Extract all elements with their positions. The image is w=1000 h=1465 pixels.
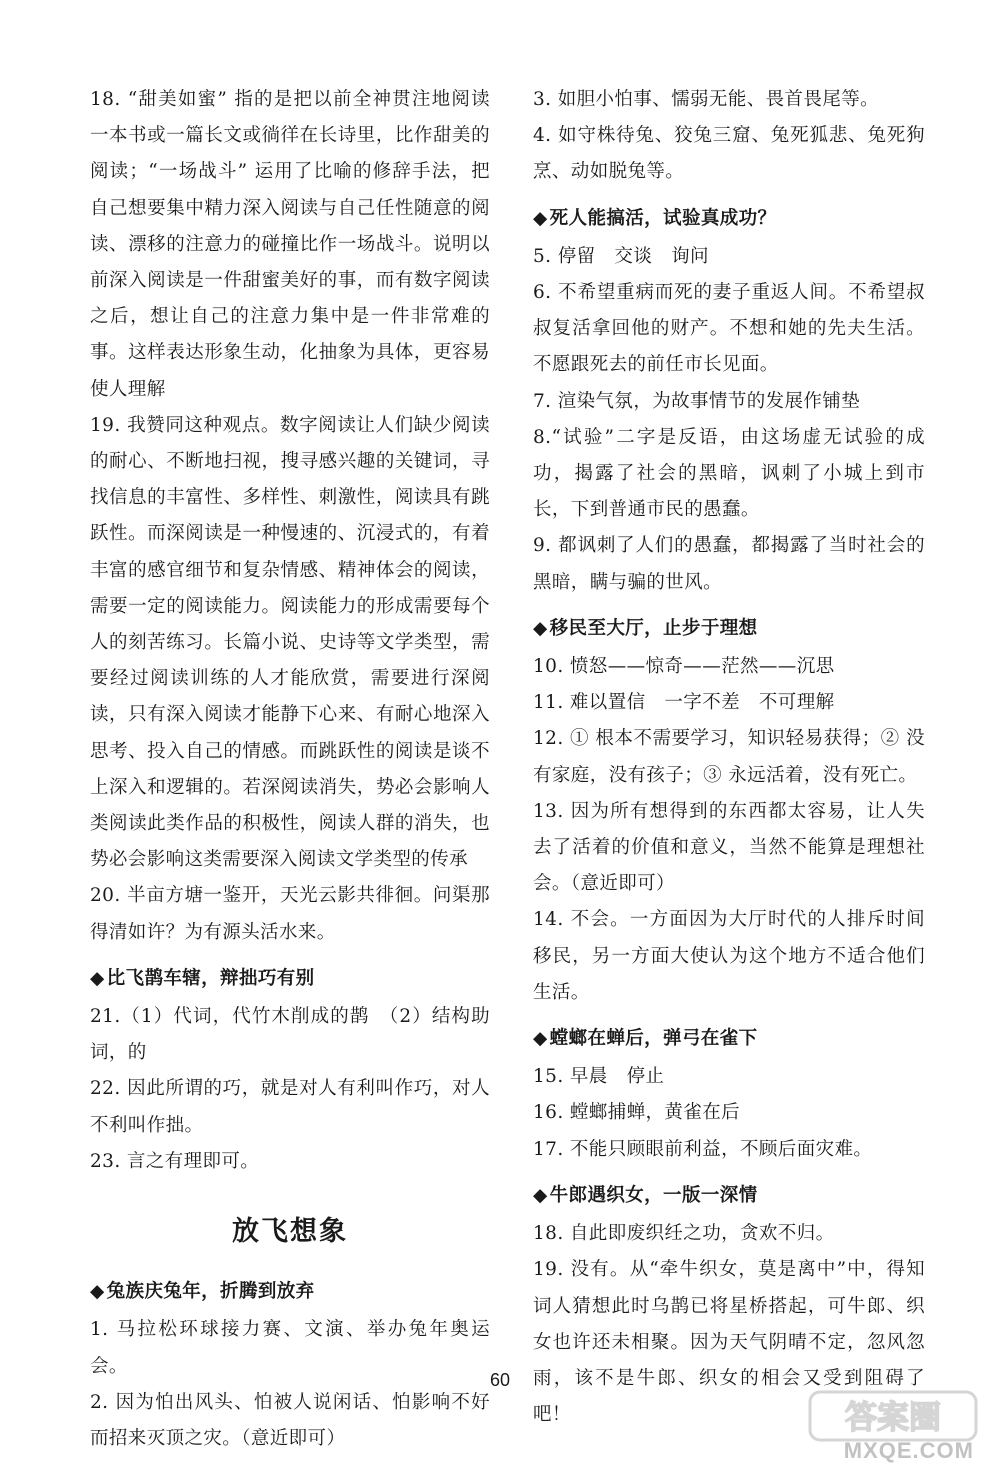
answer-item: 5. 停留 交谈 询问	[533, 245, 709, 267]
answer-item: 20. 半亩方塘一鉴开，天光云影共徘徊。问渠那得清如许？为有源头活水来。	[90, 885, 490, 943]
page-number: 60	[489, 1370, 511, 1390]
watermark-logo-icon	[808, 1390, 978, 1442]
answer-item: 10. 愤怒——惊奇——茫然——沉思	[533, 656, 835, 678]
left-column	[90, 82, 490, 1457]
chapter-title: 放飞想象	[232, 1216, 348, 1248]
answer-item: 22. 因此所谓的巧，就是对人有利叫作巧，对人不利叫作拙。	[90, 1078, 490, 1136]
answer-item: 8.“试验”二字是反语，由这场虚无试验的成功，揭露了社会的黑暗，讽刺了小城上到市长，下到普通市民的愚蠢。	[533, 426, 925, 521]
diamond-icon: ◆	[533, 1028, 548, 1050]
section-heading	[533, 1178, 925, 1214]
section-heading	[90, 961, 490, 997]
answer-item: 21.（1）代词，代竹木削成的鹊 （2）结构助词，的	[90, 1006, 490, 1064]
answer-item: 3. 如胆小怕事、懦弱无能、畏首畏尾等。	[533, 89, 880, 110]
section-title: 螳螂在蝉后，弹弓在雀下	[549, 1028, 758, 1050]
answer-item: 7. 渲染气氛，为故事情节的发展作铺垫	[533, 390, 861, 412]
section-title: 兔族庆兔年，折腾到放弃	[106, 1281, 315, 1303]
answer-item: 18. 自此即废织纴之功，贪欢不归。	[533, 1223, 835, 1245]
section-title: 牛郎遇织女，一版一深情	[549, 1184, 758, 1206]
answer-item: 23. 言之有理即可。	[90, 1150, 260, 1172]
answer-item: 15. 早晨 停止	[533, 1066, 665, 1088]
answer-item: 14. 不会。一方面因为大厅时代的人排斥时间移民，另一方面大使认为这个地方不适合他们生活。	[533, 909, 925, 1003]
answer-item: 1. 马拉松环球接力赛、文演、举办兔年奥运会。	[90, 1319, 490, 1377]
diamond-icon: ◆	[533, 617, 548, 639]
answer-item: 2. 因为怕出风头、怕被人说闲话、怕影响不好而招来灭顶之灾。（意近即可）	[90, 1391, 490, 1449]
right-column	[533, 82, 925, 1433]
section-heading	[533, 201, 925, 237]
diamond-icon: ◆	[90, 967, 105, 989]
watermark-domain: MXQE.COM	[843, 1438, 974, 1463]
section-title: 死人能搞活，试验真成功？	[549, 207, 777, 229]
answer-item: 9. 都讽刺了人们的愚蠢，都揭露了当时社会的黑暗，瞒与骗的世风。	[533, 535, 925, 593]
answer-item: 19. 没有。从“牵牛织女，莫是离中”中，得知词人猜想此时乌鹊已将星桥搭起，可牛郎、织女也许还未相聚。因为天气阴晴不定，忽风忽雨，该不是牛郎、织女的相会又受到阻碍了吧！	[533, 1259, 925, 1426]
diamond-icon: ◆	[533, 1184, 548, 1206]
section-title: 比飞鹊车辖，辩拙巧有别	[106, 967, 315, 989]
diamond-icon: ◆	[90, 1281, 105, 1303]
answer-item: 17. 不能只顾眼前利益，不顾后面灾难。	[533, 1138, 873, 1160]
section-heading	[533, 611, 925, 647]
answer-item: 13. 因为所有想得到的东西都太容易，让人失去了活着的价值和意义，当然不能算是理想社会。（意近即可）	[533, 800, 925, 895]
answer-item: 12. ① 根本不需要学习，知识轻易获得；② 没有家庭，没有孩子；③ 永远活着，没有死亡。	[533, 728, 925, 786]
section-heading	[533, 1021, 925, 1057]
section-heading	[90, 1274, 490, 1310]
watermark-logo-text: 答案圈	[844, 1398, 942, 1436]
answer-item: 11. 难以置信 一字不差 不可理解	[533, 692, 835, 714]
answer-item: 4. 如守株待兔、狡兔三窟、兔死狐悲、兔死狗烹、动如脱兔等。	[533, 125, 925, 183]
section-title: 移民至大厅，止步于理想	[549, 617, 758, 639]
answer-item: 6. 不希望重病而死的妻子重返人间。不希望叔叔复活拿回他的财产。不想和她的先夫生活。不愿跟死去的前任市长见面。	[533, 282, 925, 376]
answer-item: 16. 螳螂捕蝉，黄雀在后	[533, 1102, 741, 1124]
diamond-icon: ◆	[533, 207, 548, 229]
answer-item: 19. 我赞同这种观点。数字阅读让人们缺少阅读的耐心、不断地扫视，搜寻感兴趣的关键词，寻找信息的丰富性、多样性、刺激性，阅读具有跳跃性。而深阅读是一种慢速的、沉浸式的，有着丰富的感官细节和复杂情感、精神体会的阅读，需要一定的阅读能力。阅读能力的形成需要每个人的刻苦练习。长篇小说、史诗等文学类型，需要经过阅读训练的人才能欣赏，需要进行深阅读，只有深入阅读才能静下心来、有耐心地深入思考、投入自己的情感。而跳跃性的阅读是谈不上深入和逻辑的。若深阅读消失，势必会影响人类阅读此类作品的积极性，阅读人群的消失，也势必会影响这类需要深入阅读文学类型的传承	[90, 414, 490, 871]
answer-item: 18. “甜美如蜜” 指的是把以前全神贯注地阅读一本书或一篇长文或徜徉在长诗里，比作甜美的阅读；“一场战斗” 运用了比喻的修辞手法，把自己想要集中精力深入阅读与自己任性随意的阅读、漂移的注意力的碰撞比作一场战斗。说明以前深入阅读是一件甜蜜美好的事，而有数字阅读之后，想让自己的注意力集中是一件非常难的事。这样表达形象生动，化抽象为具体，更容易使人理解	[90, 89, 490, 400]
